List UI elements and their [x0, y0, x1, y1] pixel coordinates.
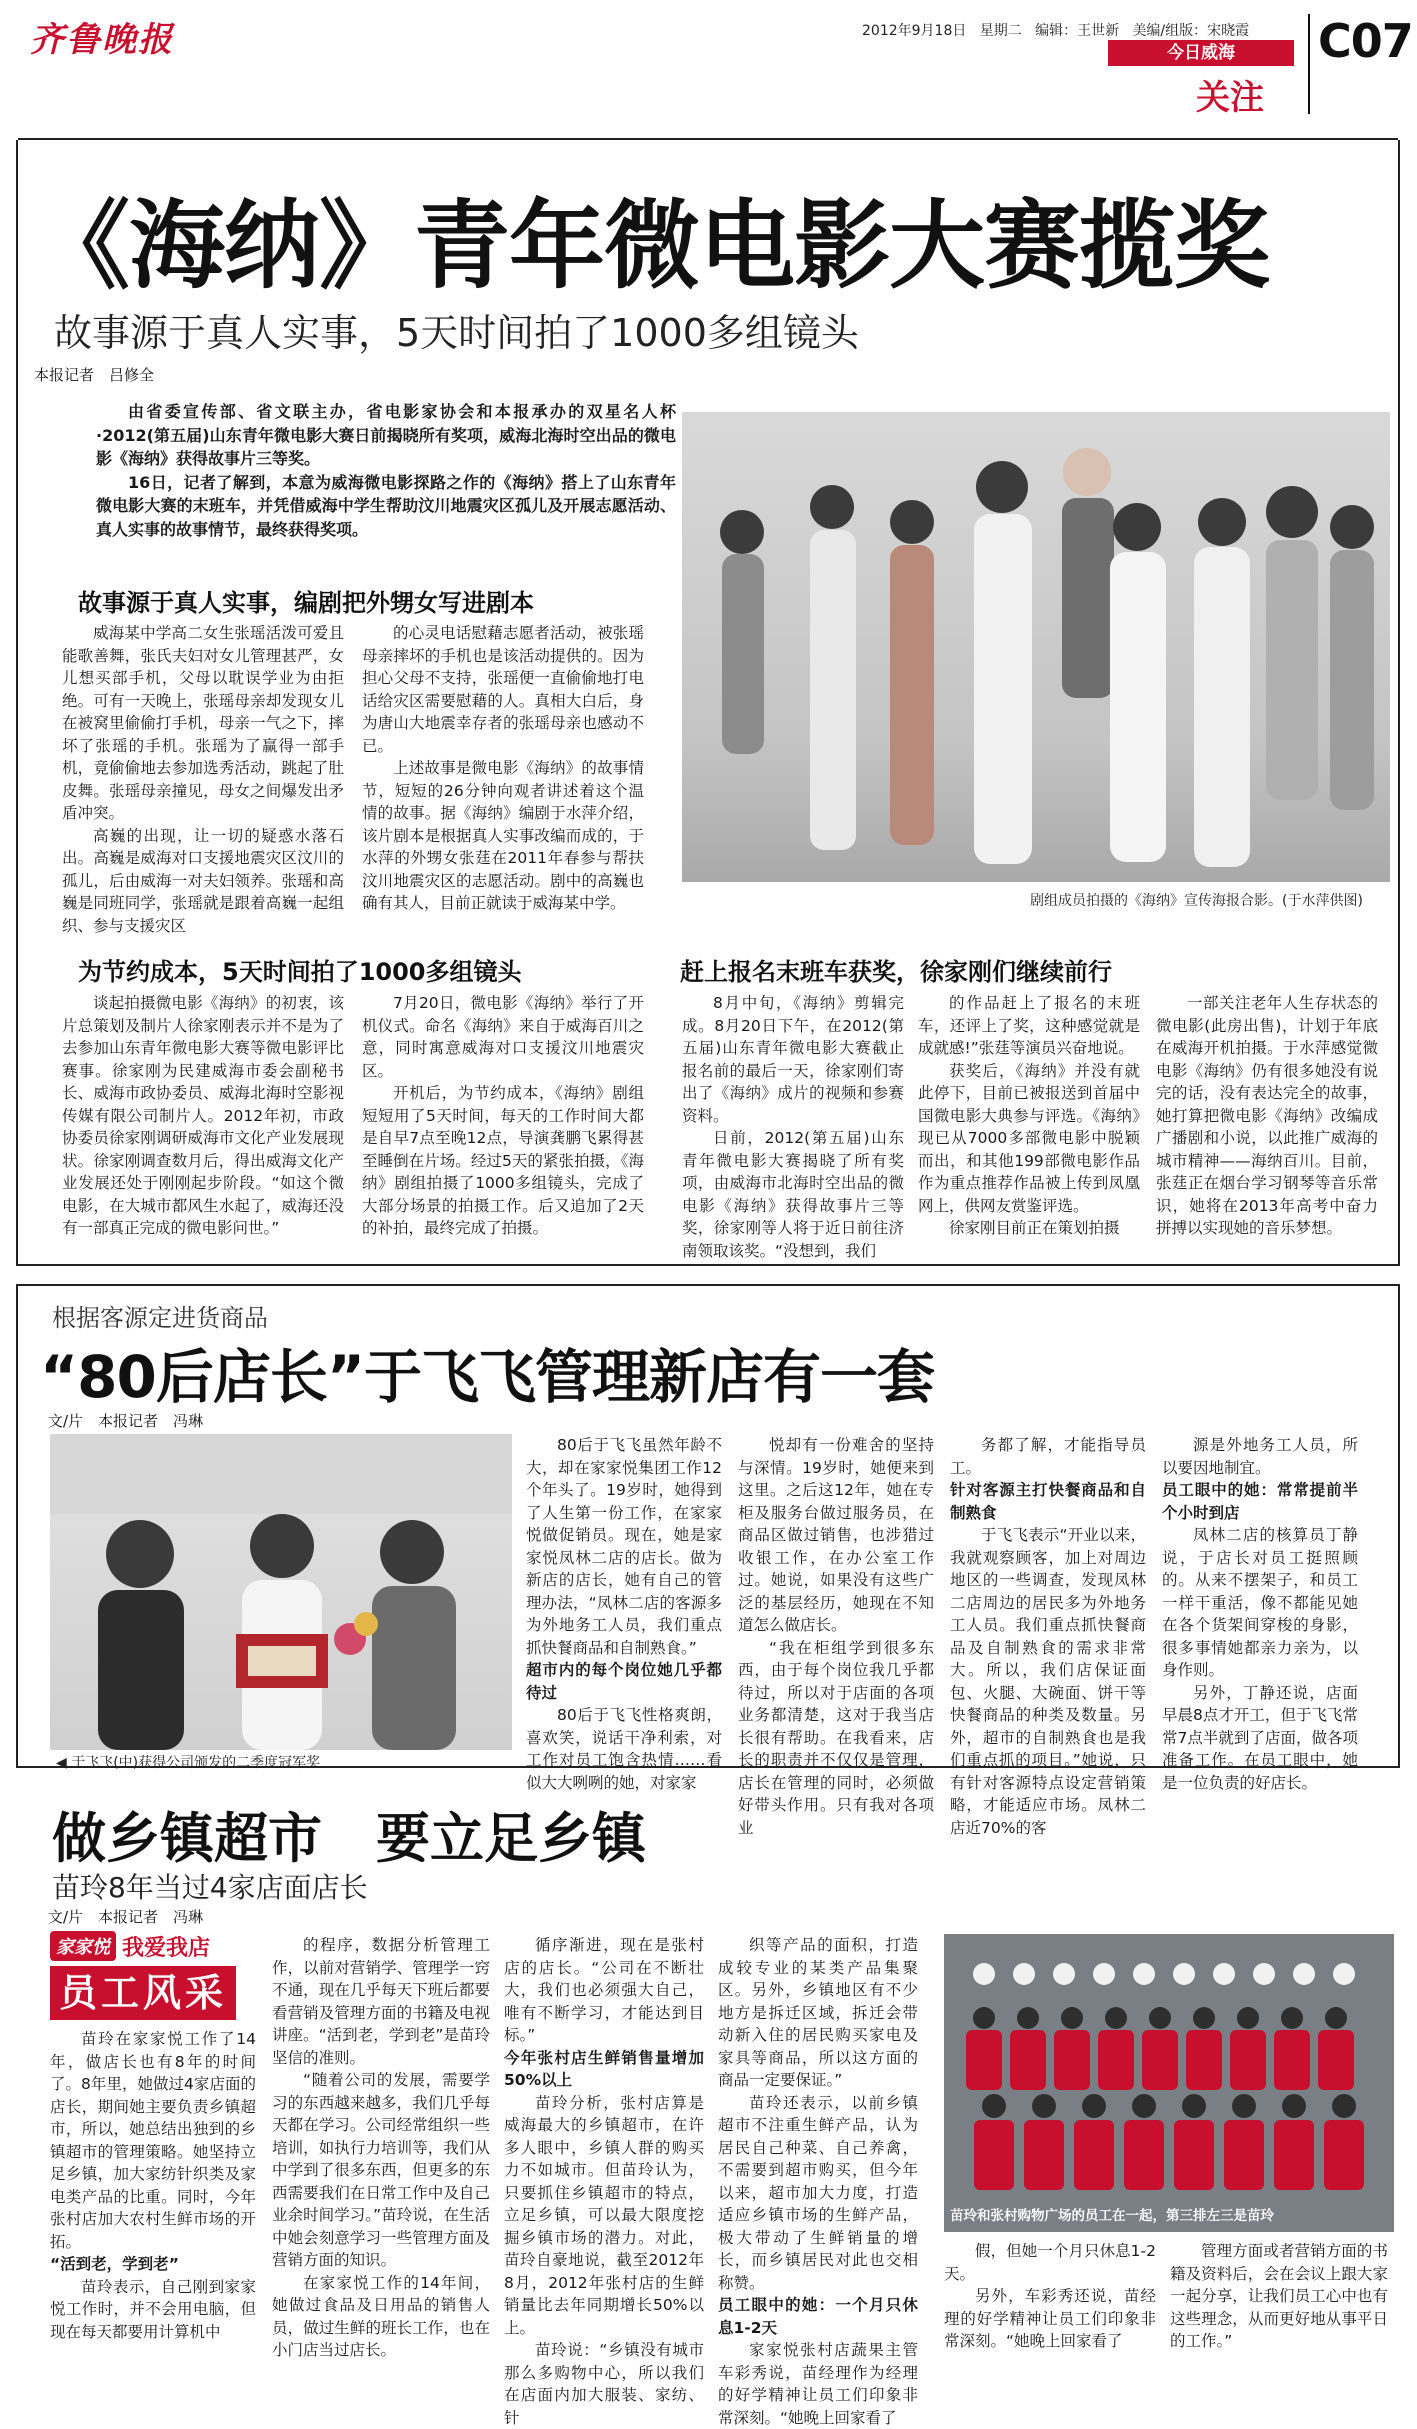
paragraph: 苗玲说：“乡镇没有城市那么多购物中心，所以我们在店面内加大服装、家纺、针 [504, 2341, 704, 2427]
paragraph: “我在柜组学到很多东西，由于每个岗位我几乎都待过，所以对于店面的各项业务都清楚，这对于我当店长很有帮助。在我看来，店长的职责并不仅仅是管理，店长在管理的同时，必须做好带头作用。只有我对各项业 [738, 1638, 934, 1837]
paragraph: 80后于飞飞性格爽朗，喜欢笑，说话干净利索，对工作对员工饱含热情……看似大大咧咧的她，对家家 [526, 1706, 722, 1792]
crew-group-illustration [682, 412, 1390, 882]
paragraph: 悦却有一份难舍的坚持与深情。19岁时，她便来到这里。之后这12年，她在专柜及服务台做过服务员，在商品区做过销售，也涉猎过收银工作，在办公室工作过。她说，如果没有这些广泛的基层经历，她现在不知道怎么做店长。 [738, 1436, 934, 1634]
paragraph: 的作品赶上了报名的末班车，还评上了奖，这种感觉就是成就感!”张莛等演员兴奋地说。 [918, 994, 1140, 1057]
subheading: 超市内的每个岗位她几乎都待过 [526, 1661, 722, 1702]
staff-photo-caption: 苗玲和张村购物广场的员工在一起，第三排左三是苗玲 [950, 2208, 1274, 2224]
editor: 编辑：王世新 [1035, 23, 1120, 39]
subheading: 针对客源主打快餐商品和自制熟食 [950, 1481, 1146, 1522]
designer: 美编/组版：宋晓霞 [1132, 23, 1250, 39]
paragraph: 苗玲还表示，以前乡镇超市不注重生鲜产品，认为居民自己种菜、自己养禽，不需要到超市购买，但今年以来，超市加大力度，打造适应乡镇市场的生鲜产品，极大带动了生鲜销量的增长，而乡镇居民对此也交相称赞。 [718, 2093, 918, 2292]
paragraph: 8月中旬，《海纳》剪辑完成。8月20日下午，在2012(第五届)山东青年微电影大赛截止报名前的最后一天，徐家刚们寄出了《海纳》成片的视频和参赛资料。 [682, 994, 904, 1125]
paragraph: 苗玲在家家悦工作了14年，做店长也有8年的时间了。8年里，她做过4家店面的店长，期间她主要负责乡镇超市，所以，她总结出独到的乡镇超市的管理策略。她坚持立足乡镇，加大家纺针织类及家电类产品的比重。同时，今年张村店加大农村生鲜市场的开拓。 [50, 2030, 256, 2251]
staff-group-illustration [944, 1934, 1394, 2232]
story3-subhead: 苗玲8年当过4家店面店长 [52, 1871, 368, 1904]
paragraph: 苗玲分析，张村店算是威海最大的乡镇超市，在许多人眼中，乡镇人群的购买力不如城市。但苗玲认为，只要抓住乡镇超市的特点，立足乡镇，可以最大限度挖掘乡镇市场的潜力。对此，苗玲自豪地说，截至2012年8月，2012年张村店的生鲜销量比去年同期增长50%以上。 [504, 2093, 704, 2337]
story3-col5 [944, 2240, 1156, 2370]
paragraph: 另外，丁静还说，店面早晨8点才开工，但于飞飞常常7点半就到了店面，做各项准备工作。在员工眼中，她是一位负责的好店长。 [1162, 1683, 1358, 1792]
paragraph: 的心灵电话慰藉志愿者活动，被张瑶母亲摔坏的手机也是该活动提供的。因为担心父母不支持，张瑶便一直偷偷地打电话给灾区需要慰藉的人。真相大白后，身为唐山大地震幸存者的张瑶母亲也感动不已。 [362, 624, 644, 755]
crew-photo-caption: 剧组成员拍摄的《海纳》宣传海报合影。(于水萍供图) [1030, 893, 1363, 909]
paragraph: 谈起拍摄微电影《海纳》的初衷，该片总策划及制片人徐家刚表示并不是为了去参加山东青年微电影大赛等微电影评比赛事。徐家刚为民建威海市委会副秘书长、威海市政协委员、威海北海时空影视传媒有限公司制片人。2012年初，市政协委员徐家刚调研威海市文化产业发展现状。徐家刚调查数月后，得出威海文化产业发展还处于刚刚起步阶段。“如这个微电影，在大城市都风生水起了，威海还没有一部真正完成的微电影问世。” [62, 994, 344, 1237]
paragraph: 开机后，为节约成本，《海纳》剧组短短用了5天时间，每天的工作时间大都是自早7点至晚12点，导演龚鹏飞累得甚至睡倒在片场。经过5天的紧张拍摄，《海纳》剧组拍摄了1000多组镜头，完成了大部分场景的拍摄工作。后又追加了2天的补拍，最终完成了拍摄。 [362, 1084, 644, 1237]
masthead-divider [1308, 14, 1310, 114]
page-number: C07 [1318, 14, 1413, 68]
logo-big-text: 员工风采 [50, 1966, 236, 2020]
story1-byline: 本报记者 吕修全 [34, 366, 155, 384]
paragraph: 苗玲表示，自己刚到家家悦工作时，并不会用电脑，但现在每天都要用计算机中 [50, 2277, 256, 2341]
paragraph: 威海某中学高二女生张瑶活泼可爱且能歌善舞，张氏夫妇对女儿管理甚严，女儿想买部手机，父母以耽误学业为由拒绝。可有一天晚上，张瑶母亲却发现女儿在被窝里偷偷打手机，母亲一气之下，摔坏了张瑶的手机。张瑶为了赢得一部手机，竟偷偷地去参加选秀活动，跳起了肚皮舞。张瑶母亲撞见，母女之间爆发出矛盾冲突。 [62, 624, 344, 822]
story2-col3 [950, 1434, 1146, 1837]
paragraph: 假，但她一个月只休息1-2天。 [944, 2242, 1156, 2283]
logo-slogan: 我爱我店 [122, 1935, 211, 1961]
issue-weekday: 星期二 [979, 23, 1022, 39]
paragraph: 的程序，数据分析管理工作，以前对营销学、管理学一窍不通，现在几乎每天下班后都要看营销及管理方面的书籍及电视讲座。“活到老，学到老”是苗玲坚信的准则。 [272, 1936, 490, 2067]
story2-byline: 文/片 本报记者 冯琳 [48, 1412, 204, 1430]
story1-section3-col2 [918, 992, 1140, 1247]
story2-col4 [1162, 1434, 1358, 1792]
story3-col4 [718, 1934, 918, 2427]
paragraph: 管理方面或者营销方面的书籍及资料后，会在会议上跟大家一起分享，让我们员工心中也有这些理念，从而更好地从事平日的工作。” [1170, 2242, 1388, 2350]
award-photo [50, 1434, 512, 1750]
story1-section3-col3 [1156, 992, 1378, 1247]
story1-section2-col2 [362, 992, 644, 1247]
crew-photo [682, 412, 1390, 882]
subheading: 今年张村店生鲜销售量增加50%以上 [504, 2048, 704, 2089]
subheading: 员工眼中的她：一个月只休息1-2天 [718, 2296, 918, 2337]
paragraph: 获奖后，《海纳》并没有就此停下，目前已被报送到首届中国微电影大典参与评选。《海纳》现已从7000多部微电影中脱颖而出，和其他199部微电影作品作为重点推荐作品被上传到凤凰网上，供网友赏鉴评选。 [918, 1061, 1140, 1215]
story3-headline: 做乡镇超市 要立足乡镇 [52, 1807, 646, 1870]
lead-paragraph: 由省委宣传部、省文联主办，省电影家协会和本报承办的双星名人杯·2012(第五届)山东青年微电影大赛日前揭晓所有奖项，威海北海时空出品的微电影《海纳》获得故事片三等奖。 [96, 402, 676, 468]
story1-subhead: 故事源于真人实事，5天时间拍了1000多组镜头 [54, 311, 859, 355]
paragraph: 上述故事是微电影《海纳》的故事情节，短短的26分钟向观者讲述着这个温情的故事。据《海纳》编剧于水萍介绍，该片剧本是根据真人实事改编而成的，于水萍的外甥女张莛在2011年春参与帮扶汶川地震灾区的志愿活动。剧中的高巍也确有其人，目前正就读于威海某中学。 [362, 759, 644, 912]
story1-section2-title: 为节约成本，5天时间拍了1000多组镜头 [78, 958, 522, 986]
paragraph: 7月20日，微电影《海纳》举行了开机仪式。命名《海纳》来自于威海百川之意，同时寓意威海对口支援汶川地震灾区。 [362, 994, 644, 1080]
story1-section1-col1 [62, 622, 344, 935]
paragraph: 织等产品的面积，打造成较专业的某类产品集聚区。另外，乡镇地区有不少地方是拆迁区域，拆迁会带动新入住的居民购买家电及家具等商品，所以这方面的商品一定要保证。” [718, 1936, 918, 2089]
newspaper-logo: 齐鲁晚报 [30, 20, 174, 60]
story2-kicker: 根据客源定进货商品 [52, 1304, 268, 1332]
paragraph: 于飞飞表示“开业以来，我就观察顾客，加上对周边地区的一些调查，发现凤林二店周边的居民多为外地务工人员。我们重点抓快餐商品及自制熟食的需求非常大。所以，我们店保证面包、火腿、大碗面、饼干等快餐商品的种类及数量。另外，超市的自制熟食也是我们重点抓的项目。”她说，只有针对客源特点设定营销策略，才能适应市场。凤林二店近70%的客 [950, 1526, 1146, 1837]
paragraph: 徐家刚目前正在策划拍摄 [949, 1219, 1120, 1237]
story1-section3-title: 赶上报名末班车获奖，徐家刚们继续前行 [680, 958, 1112, 986]
paragraph: 另外，车彩秀还说，苗经理的好学精神让员工们印象非常深刻。“她晚上回家看了 [944, 2287, 1156, 2350]
paragraph: 家家悦张村店蔬果主管车彩秀说，苗经理作为经理的好学精神让员工们印象非常深刻。“她晚上回家看了 [718, 2341, 918, 2427]
story3-col1 [50, 2028, 256, 2368]
logo-brand: 家家悦 [50, 1931, 116, 1961]
logo-top-row [50, 1930, 260, 1962]
story1-section2-col1 [62, 992, 344, 1247]
section-name: 关注 [1196, 78, 1264, 118]
story3-col6 [1170, 2240, 1388, 2370]
story1-headline: 《海纳》青年微电影大赛揽奖 [34, 190, 1269, 302]
paragraph: 在家家悦工作的14年间，她做过食品及日用品的销售人员，做过生鲜的班长工作，也在小门店当过店长。 [272, 2273, 490, 2359]
subheading: “活到老，学到老” [50, 2255, 179, 2273]
story2-col2 [738, 1434, 934, 1837]
issue-date: 2012年9月18日 [862, 23, 967, 39]
employee-column-logo [50, 1930, 260, 2022]
award-illustration [50, 1434, 512, 1750]
story3-col3 [504, 1934, 704, 2427]
paragraph: 源是外地务工人员，所以要因地制宜。 [1162, 1436, 1358, 1477]
section-tag: 今日威海 [1108, 40, 1294, 66]
paragraph: 80后于飞飞虽然年龄不大，却在家家悦集团工作12个年头了。19岁时，她得到了人生第一份工作，在家家悦做促销员。现在，她是家家悦凤林二店的店长。做为新店的店长，她有自己的管理办法，“凤林二店的客源多为外地务工人员，我们重点抓快餐商品和自制熟食。” [526, 1436, 722, 1657]
story1-section3-col1 [682, 992, 904, 1260]
issue-info [862, 20, 1249, 40]
story3-col2 [272, 1934, 490, 2368]
paragraph: “随着公司的发展，需要学习的东西越来越多，我们几乎每天都在学习。公司经常组织一些培训，如执行力培训等，我们从中学到了很多东西，但更多的东西需要我们在日常工作中及自己业余时间学习。”苗玲说，在生活中她会刻意学习一些管理方面及营销方面的知识。 [272, 2071, 490, 2269]
lead-paragraph: 16日，记者了解到，本意为威海微电影探路之作的《海纳》搭上了山东青年微电影大赛的末班车，并凭借威海中学生帮助汶川地震灾区孤儿及开展志愿活动、真人实事的故事情节，最终获得奖项。 [96, 472, 676, 539]
caption-pointer-icon: ◀ [56, 1755, 72, 1771]
paragraph: 务都了解，才能指导员工。 [950, 1436, 1146, 1477]
story2-col1 [526, 1434, 722, 1792]
story1-section1-col2 [362, 622, 644, 922]
caption-text: 于飞飞(中)获得公司颁发的二季度冠军奖 [71, 1755, 321, 1771]
story3-byline: 文/片 本报记者 冯琳 [48, 1908, 204, 1926]
staff-photo [944, 1934, 1394, 2232]
paragraph: 一部关注老年人生存状态的微电影(此房出售)，计划于年底在威海开机拍摄。于水萍感觉微电影《海纳》仍有很多她没有说完的话，没有表达完全的故事，她打算把微电影《海纳》改编成广播剧和小说，以此推广威海的城市精神——海纳百川。目前，张莛正在烟台学习钢琴等音乐常识，她将在2013年高考中奋力拼搏以实现她的音乐梦想。 [1156, 994, 1378, 1237]
subheading: 员工眼中的她：常常提前半个小时到店 [1162, 1481, 1358, 1522]
story2-headline: “80后店长”于飞飞管理新店有一套 [40, 1343, 934, 1411]
story1-section1-title: 故事源于真人实事，编剧把外甥女写进剧本 [78, 589, 534, 617]
paragraph: 高巍的出现，让一切的疑惑水落石出。高巍是威海对口支援地震灾区汶川的孤儿，后由威海一对夫妇领养。张瑶和高巍是同班同学，张瑶就是跟着高巍一起组织、参与支援灾区 [62, 826, 344, 935]
paragraph: 日前，2012(第五届)山东青年微电影大赛揭晓了所有奖项，由威海市北海时空出品的微电影《海纳》获得故事片三等奖，徐家刚等人将于近日前往济南领取该奖。“没想到，我们 [682, 1129, 904, 1260]
award-photo-caption [56, 1752, 320, 1772]
paragraph: 循序渐进，现在是张村店的店长。“公司在不断壮大，我们也必须强大自己，唯有不断学习，才能达到目标。” [504, 1936, 704, 2044]
paragraph: 凤林二店的核算员丁静说，于店长对员工挺照顾的。从来不摆架子，和员工一样干重活，像不都能见她在各个货架间穿梭的身影，很多事情她都亲力亲为，以身作则。 [1162, 1526, 1358, 1679]
story1-lead [96, 400, 676, 548]
